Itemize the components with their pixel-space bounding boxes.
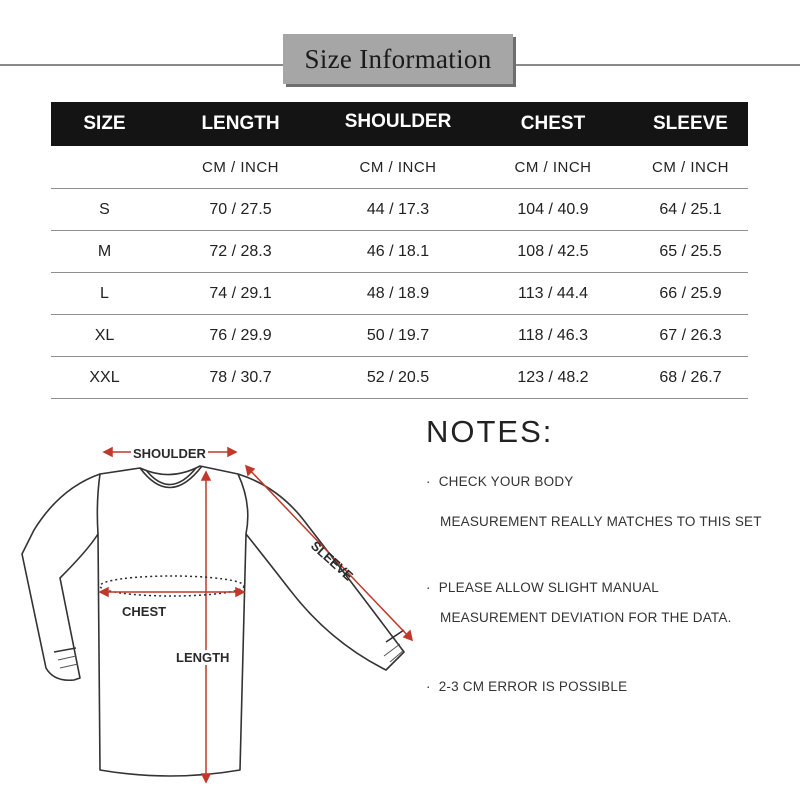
units-row <box>51 146 748 189</box>
page-title: Size Information <box>283 34 513 84</box>
shoulder-cell: 52 / 20.5 <box>366 368 430 386</box>
size-cell: XXL <box>89 368 120 386</box>
chest-cell: 123 / 48.2 <box>517 368 589 386</box>
length-cell: 78 / 30.7 <box>209 368 272 386</box>
note-text: 2-3 CM ERROR IS POSSIBLE <box>438 679 628 694</box>
note-text: CHECK YOUR BODY <box>438 474 574 489</box>
note-line-2: MEASUREMENT REALLY MATCHES TO THIS SET <box>440 514 762 529</box>
sleeve-cell: 65 / 25.5 <box>659 242 722 260</box>
sleeve-cell: 64 / 25.1 <box>659 200 722 218</box>
chest-cell: 113 / 44.4 <box>518 284 588 302</box>
sleeve-cell: 66 / 25.9 <box>659 284 722 302</box>
bullet-icon: · <box>426 679 431 694</box>
size-table <box>51 102 748 399</box>
table-row <box>51 315 748 357</box>
note-text: PLEASE ALLOW SLIGHT MANUAL <box>438 580 659 595</box>
sleeve-cell: 67 / 26.3 <box>659 326 722 344</box>
length-cell: 72 / 28.3 <box>209 242 272 260</box>
note-line-1 <box>426 474 573 489</box>
chest-cell: 118 / 46.3 <box>518 326 588 344</box>
sleeve-cell: 68 / 26.7 <box>659 368 722 386</box>
length-label: LENGTH <box>176 650 230 665</box>
bullet-icon: · <box>426 580 431 595</box>
chest-dotted-ellipse <box>100 576 244 596</box>
unit-cell: CM / INCH <box>652 158 729 176</box>
garment-diagram <box>0 430 430 800</box>
header-shoulder: SHOULDER <box>344 111 452 132</box>
chest-label: CHEST <box>122 604 167 619</box>
header-chest: CHEST <box>520 113 586 134</box>
table-header <box>51 102 748 146</box>
note-line-5 <box>426 679 627 694</box>
note-line-4: MEASUREMENT DEVIATION FOR THE DATA. <box>440 610 732 625</box>
size-cell: XL <box>94 326 115 344</box>
table-row <box>51 231 748 273</box>
shirt-outline <box>22 466 404 776</box>
length-cell: 76 / 29.9 <box>209 326 272 344</box>
length-cell: 70 / 27.5 <box>209 200 272 218</box>
length-cell: 74 / 29.1 <box>209 284 272 302</box>
shoulder-cell: 44 / 17.3 <box>366 200 430 218</box>
chest-cell: 104 / 40.9 <box>517 200 589 218</box>
bullet-icon: · <box>426 474 431 489</box>
shoulder-cell: 48 / 18.9 <box>366 284 430 302</box>
size-cell: S <box>99 200 110 218</box>
table-row <box>51 189 748 231</box>
header-sleeve: SLEEVE <box>653 113 728 134</box>
header-size: SIZE <box>83 113 126 134</box>
shoulder-label: SHOULDER <box>133 446 206 461</box>
unit-cell: CM / INCH <box>359 158 437 176</box>
long-sleeve-shirt-illustration <box>0 430 430 800</box>
table-row <box>51 357 748 399</box>
size-cell: M <box>97 242 112 260</box>
sleeve-label: SLEEVE <box>307 538 357 584</box>
chest-cell: 108 / 42.5 <box>517 242 589 260</box>
header-length: LENGTH <box>201 113 280 134</box>
unit-cell: CM / INCH <box>514 158 592 176</box>
size-cell: L <box>100 284 109 302</box>
note-line-3 <box>426 580 659 595</box>
unit-cell: CM / INCH <box>202 158 279 176</box>
notes-title: NOTES: <box>426 414 554 449</box>
shoulder-cell: 50 / 19.7 <box>366 326 430 344</box>
shoulder-cell: 46 / 18.1 <box>366 242 430 260</box>
table-row <box>51 273 748 315</box>
